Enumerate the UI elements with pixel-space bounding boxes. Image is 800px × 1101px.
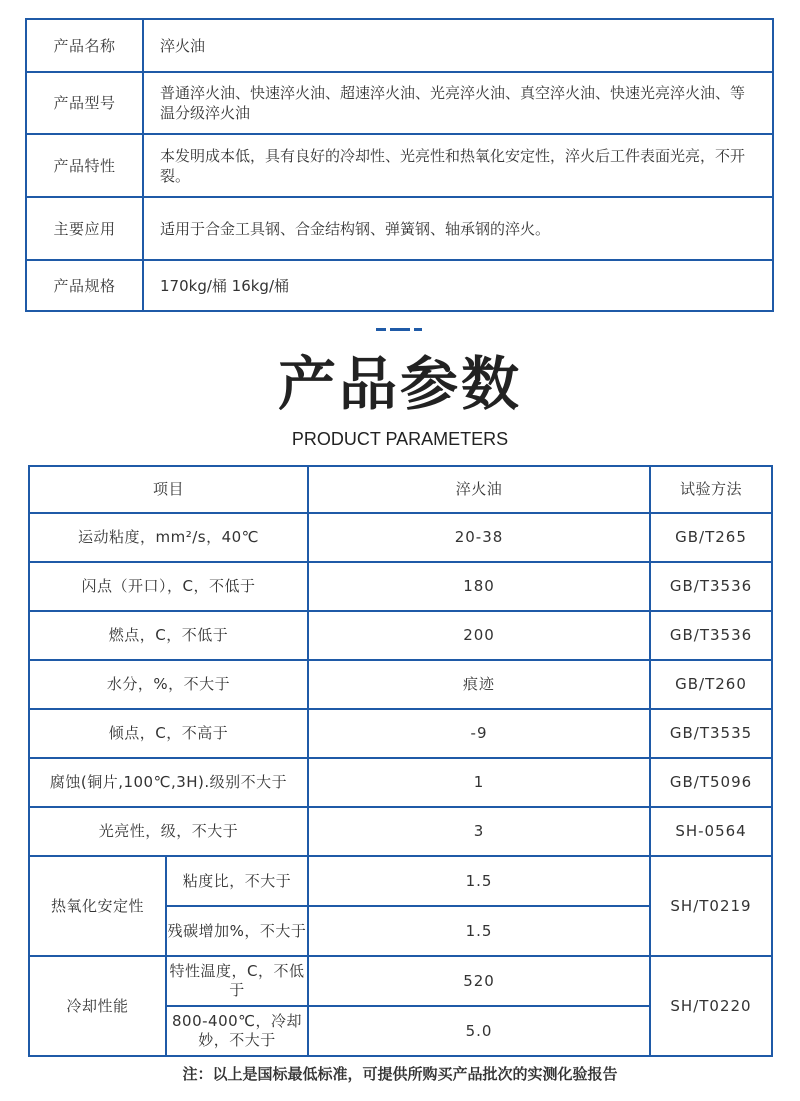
param-method: GB/T3536 (650, 562, 772, 611)
param-value: 3 (308, 807, 650, 856)
param-sub-item: 残碳增加%，不大于 (166, 906, 308, 956)
group-method-thermal: SH/T0219 (650, 856, 772, 956)
param-value: 1 (308, 758, 650, 807)
param-row-viscosity (29, 513, 772, 562)
param-item: 燃点，C，不低于 (29, 611, 308, 660)
section-title-en: PRODUCT PARAMETERS (291, 429, 509, 449)
param-method: GB/T260 (650, 660, 772, 709)
info-label-features: 产品特性 (26, 134, 143, 197)
param-sub-item: 800-400℃，冷却妙，不大于 (166, 1006, 308, 1056)
param-item: 倾点，C，不高于 (29, 709, 308, 758)
header-item: 项目 (29, 466, 308, 513)
param-method: GB/T3536 (650, 611, 772, 660)
header-method: 试验方法 (650, 466, 772, 513)
param-row-brightness (29, 807, 772, 856)
param-sub-item: 特性温度，C，不低于 (166, 956, 308, 1006)
param-row-fire-point (29, 611, 772, 660)
info-label-name: 产品名称 (26, 19, 143, 72)
info-row-features (26, 134, 773, 197)
info-value-spec: 170kg/桶 16kg/桶 (143, 260, 773, 311)
heading-decoration (376, 328, 386, 331)
heading-decoration (414, 328, 422, 331)
info-value-application: 适用于合金工具钢、合金结构钢、弹簧钢、轴承钢的淬火。 (143, 197, 773, 260)
param-method: SH-0564 (650, 807, 772, 856)
param-row-flash-point (29, 562, 772, 611)
product-info-table (25, 18, 774, 312)
param-value: -9 (308, 709, 650, 758)
info-row-model (26, 72, 773, 134)
param-value: 180 (308, 562, 650, 611)
info-row-application (26, 197, 773, 260)
group-name-thermal: 热氧化安定性 (29, 856, 166, 956)
footer-note: 注：以上是国标最低标准，可提供所购买产品批次的实测化验报告 (182, 1065, 618, 1083)
info-label-application: 主要应用 (26, 197, 143, 260)
param-row-thermal-sub1 (29, 856, 772, 906)
param-value: 20-38 (308, 513, 650, 562)
info-row-name (26, 19, 773, 72)
group-name-cooling: 冷却性能 (29, 956, 166, 1056)
info-label-model: 产品型号 (26, 72, 143, 134)
param-value: 痕迹 (308, 660, 650, 709)
param-method: GB/T265 (650, 513, 772, 562)
param-value: 520 (308, 956, 650, 1006)
param-item: 腐蚀(铜片,100℃,3H).级别不大于 (29, 758, 308, 807)
parameters-table (28, 465, 773, 1057)
header-product: 淬火油 (308, 466, 650, 513)
param-method: GB/T3535 (650, 709, 772, 758)
info-label-spec: 产品规格 (26, 260, 143, 311)
info-row-spec (26, 260, 773, 311)
section-title-cn: 产品参数 (277, 350, 522, 418)
param-sub-item: 粘度比，不大于 (166, 856, 308, 906)
param-value: 5.0 (308, 1006, 650, 1056)
param-value: 1.5 (308, 856, 650, 906)
info-value-name: 淬火油 (143, 19, 773, 72)
param-row-cooling-sub1 (29, 956, 772, 1006)
param-row-corrosion (29, 758, 772, 807)
param-item: 闪点（开口），C，不低于 (29, 562, 308, 611)
param-value: 200 (308, 611, 650, 660)
param-header-row (29, 466, 772, 513)
param-value: 1.5 (308, 906, 650, 956)
param-row-water (29, 660, 772, 709)
param-method: GB/T5096 (650, 758, 772, 807)
param-item: 光亮性，级，不大于 (29, 807, 308, 856)
info-value-model: 普通淬火油、快速淬火油、超速淬火油、光亮淬火油、真空淬火油、快速光亮淬火油、等温分级淬火油 (143, 72, 773, 134)
param-row-pour-point (29, 709, 772, 758)
param-item: 运动粘度，mm²/s，40℃ (29, 513, 308, 562)
param-item: 水分，%，不大于 (29, 660, 308, 709)
info-value-features: 本发明成本低，具有良好的冷却性、光亮性和热氧化安定性，淬火后工件表面光亮，不开裂。 (143, 134, 773, 197)
group-method-cooling: SH/T0220 (650, 956, 772, 1056)
heading-decoration (390, 328, 410, 331)
